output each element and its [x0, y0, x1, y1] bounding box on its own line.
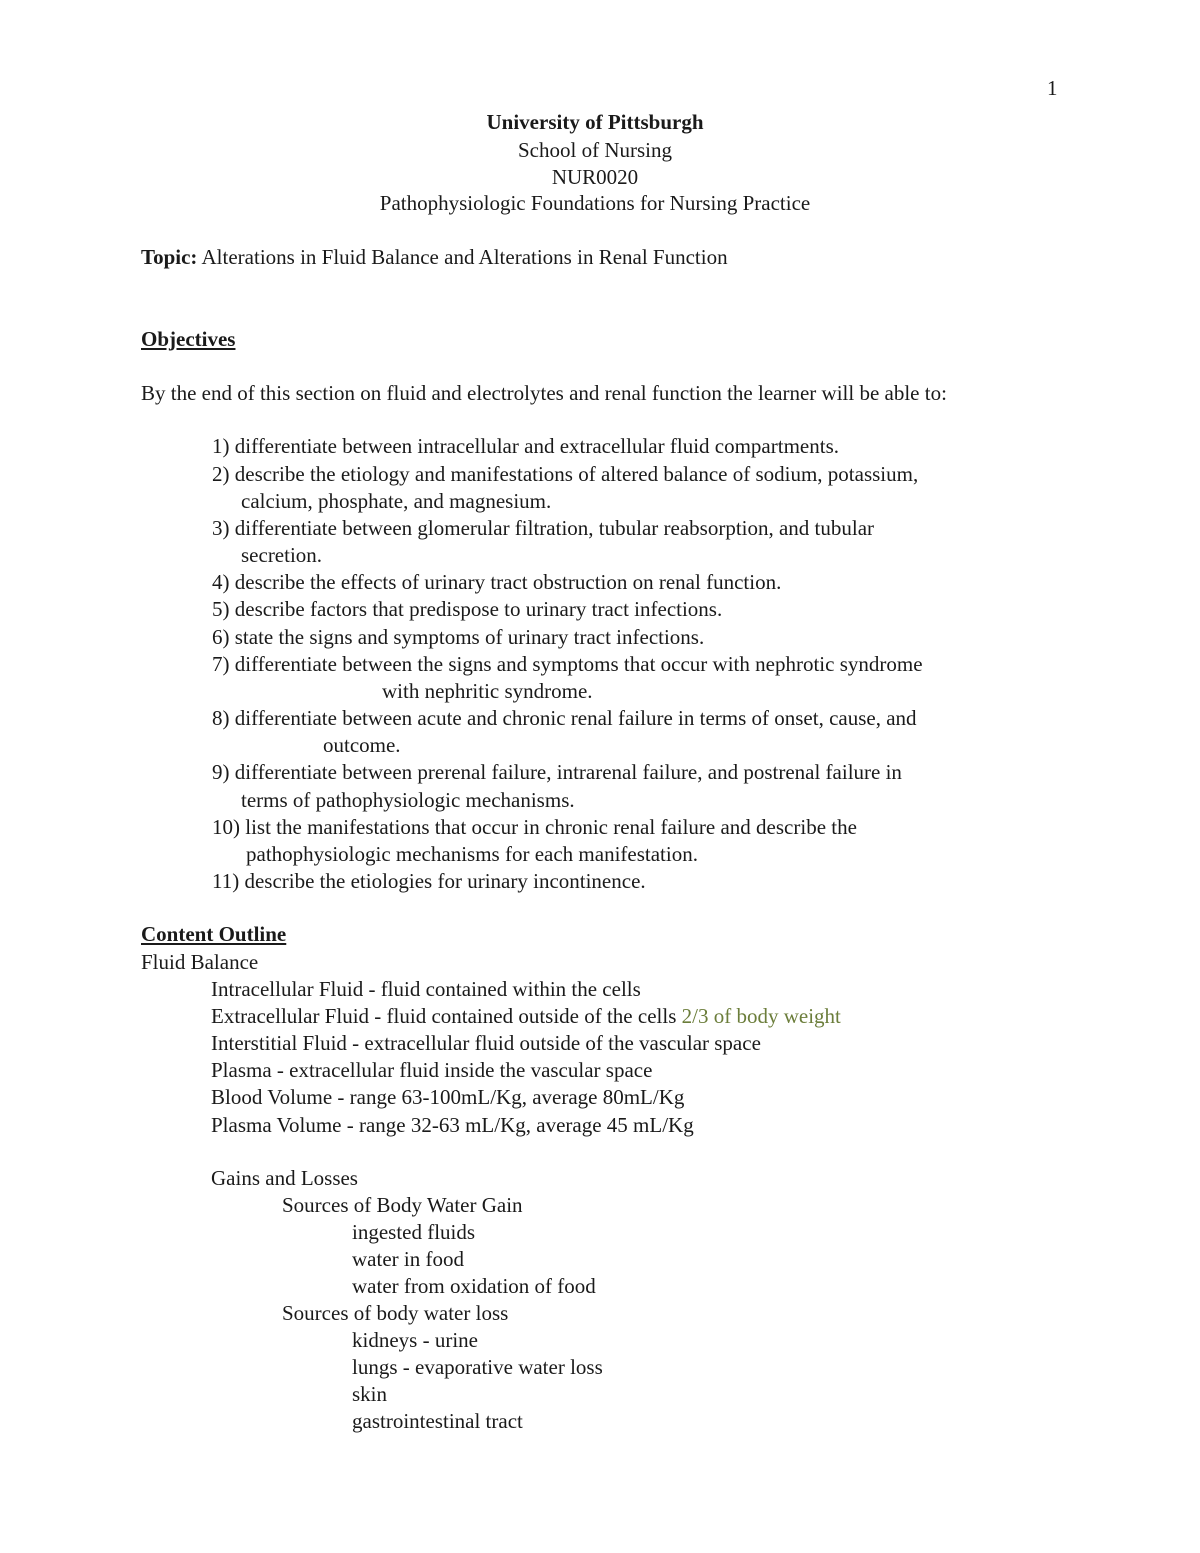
loss-item: gastrointestinal tract	[352, 1409, 523, 1433]
objective-line: calcium, phosphate, and magnesium.	[241, 489, 552, 513]
loss-heading: Sources of body water loss	[282, 1301, 509, 1325]
course-title: Pathophysiologic Foundations for Nursing Practice	[379, 191, 811, 215]
topic-text: Alterations in Fluid Balance and Alterations in Renal Function	[197, 245, 728, 269]
objective-line: 8) differentiate between acute and chronic renal failure in terms of onset, cause, and	[212, 706, 917, 730]
objective-line: 2) describe the etiology and manifestations of altered balance of sodium, potassium,	[212, 462, 919, 486]
objective-line: pathophysiologic mechanisms for each manifestation.	[246, 842, 698, 866]
loss-item: kidneys - urine	[352, 1328, 478, 1352]
extracellular-text: Extracellular Fluid - fluid contained outside of the cells	[211, 1004, 682, 1028]
objective-line: 11) describe the etiologies for urinary incontinence.	[212, 869, 646, 893]
loss-item: skin	[352, 1382, 388, 1406]
objective-line: secretion.	[241, 543, 323, 567]
objectives-heading: Objectives	[141, 327, 236, 351]
objective-line: 1) differentiate between intracellular and extracellular fluid compartments.	[212, 434, 839, 458]
loss-item: lungs - evaporative water loss	[352, 1355, 603, 1379]
outline-item-plasma: Plasma - extracellular fluid inside the vascular space	[211, 1058, 653, 1082]
school-name: School of Nursing	[518, 138, 672, 162]
gain-item: ingested fluids	[352, 1220, 476, 1244]
objective-line: 3) differentiate between glomerular filtration, tubular reabsorption, and tubular	[212, 516, 875, 540]
outline-item-blood-volume: Blood Volume - range 63-100mL/Kg, average 80mL/Kg	[211, 1085, 685, 1109]
objective-line: terms of pathophysiologic mechanisms.	[241, 788, 575, 812]
objective-line: 6) state the signs and symptoms of urinary tract infections.	[212, 625, 705, 649]
page-number: 1	[1047, 76, 1058, 100]
objective-line: 9) differentiate between prerenal failure, intrarenal failure, and postrenal failure in	[212, 760, 902, 784]
extracellular-note: 2/3 of body weight	[681, 1004, 841, 1028]
outline-item-extracellular	[211, 1006, 841, 1027]
outline-item-plasma-volume: Plasma Volume - range 32-63 mL/Kg, average 45 mL/Kg	[211, 1113, 694, 1137]
course-code: NUR0020	[551, 165, 639, 189]
objective-line: outcome.	[323, 733, 401, 757]
outline-item-interstitial: Interstitial Fluid - extracellular fluid outside of the vascular space	[211, 1031, 761, 1055]
gain-heading: Sources of Body Water Gain	[282, 1193, 523, 1217]
content-outline-heading: Content Outline	[141, 922, 287, 946]
topic-line	[141, 247, 728, 268]
gain-item: water from oxidation of food	[352, 1274, 596, 1298]
fluid-balance-heading: Fluid Balance	[141, 950, 259, 974]
objectives-intro: By the end of this section on fluid and electrolytes and renal function the learner will be able to:	[141, 381, 947, 405]
objective-line: 7) differentiate between the signs and symptoms that occur with nephrotic syndrome	[212, 652, 923, 676]
outline-item-intracellular: Intracellular Fluid - fluid contained within the cells	[211, 977, 641, 1001]
topic-label: Topic:	[141, 245, 198, 269]
objective-line: 5) describe factors that predispose to urinary tract infections.	[212, 597, 723, 621]
objective-line: with nephritic syndrome.	[382, 679, 593, 703]
gains-losses-heading: Gains and Losses	[211, 1166, 358, 1190]
objective-line: 10) list the manifestations that occur in chronic renal failure and describe the	[212, 815, 857, 839]
university-title: University of Pittsburgh	[486, 110, 704, 134]
gain-item: water in food	[352, 1247, 464, 1271]
objective-line: 4) describe the effects of urinary tract obstruction on renal function.	[212, 570, 782, 594]
